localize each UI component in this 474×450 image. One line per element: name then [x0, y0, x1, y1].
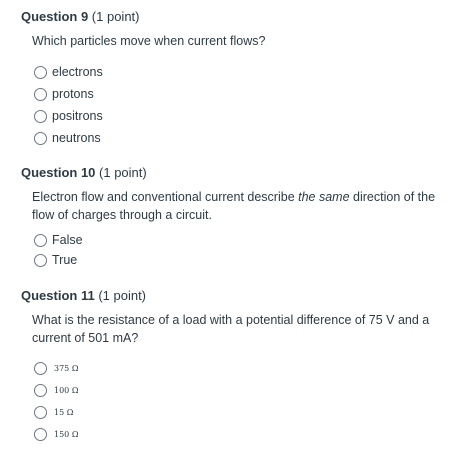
radio-button[interactable]	[34, 428, 47, 441]
radio-button[interactable]	[34, 384, 47, 397]
answer-option-label: protons	[52, 87, 94, 101]
radio-button[interactable]	[34, 234, 47, 247]
answer-option-protons[interactable]	[34, 85, 94, 103]
question-11-title: Question 11	[21, 288, 95, 303]
radio-button[interactable]	[34, 362, 47, 375]
question-10-text	[32, 188, 460, 224]
question-10-header	[21, 165, 147, 180]
answer-option-label: True	[52, 253, 78, 267]
radio-button[interactable]	[34, 66, 47, 79]
question-9-header	[21, 9, 140, 24]
answer-option-label: electrons	[52, 65, 103, 79]
radio-button[interactable]	[34, 132, 47, 145]
answer-option-electrons[interactable]	[34, 63, 103, 81]
question-10-title: Question 10	[21, 165, 96, 180]
answer-option-label: neutrons	[52, 131, 101, 145]
question-11-text: What is the resistance of a load with a potential difference of 75 V and a current of 501 mA?	[32, 313, 430, 345]
question-10-text-start: Electron flow and conventional current describe	[32, 190, 299, 204]
answer-option-375-ohm[interactable]	[34, 359, 78, 377]
answer-option-true[interactable]	[34, 251, 77, 269]
answer-option-label: positrons	[52, 109, 103, 123]
question-9-text: Which particles move when current flows?	[32, 34, 266, 48]
question-10-text-emphasis: the same	[298, 190, 350, 204]
answer-option-label: 15 Ω	[54, 407, 74, 417]
question-11-header	[21, 288, 146, 303]
answer-option-label: False	[52, 233, 83, 247]
question-9-points: (1 point)	[88, 9, 140, 24]
answer-option-positrons[interactable]	[34, 107, 103, 125]
radio-button[interactable]	[34, 254, 47, 267]
answer-option-label: 375 Ω	[54, 363, 79, 373]
answer-option-100-ohm[interactable]	[34, 381, 78, 399]
answer-option-label: 150 Ω	[54, 429, 79, 439]
question-9-title: Question 9	[21, 9, 89, 24]
question-11-points: (1 point)	[94, 288, 147, 303]
radio-button[interactable]	[34, 88, 47, 101]
answer-option-15-ohm[interactable]	[34, 403, 73, 421]
answer-option-false[interactable]	[34, 231, 83, 249]
answer-option-neutrons[interactable]	[34, 129, 101, 147]
answer-option-150-ohm[interactable]	[34, 425, 78, 443]
radio-button[interactable]	[34, 110, 47, 123]
answer-option-label: 100 Ω	[54, 385, 79, 395]
radio-button[interactable]	[34, 406, 47, 419]
question-10-text-end: direction of the flow of charges through a circuit.	[32, 190, 436, 222]
question-10-points: (1 point)	[95, 165, 147, 180]
